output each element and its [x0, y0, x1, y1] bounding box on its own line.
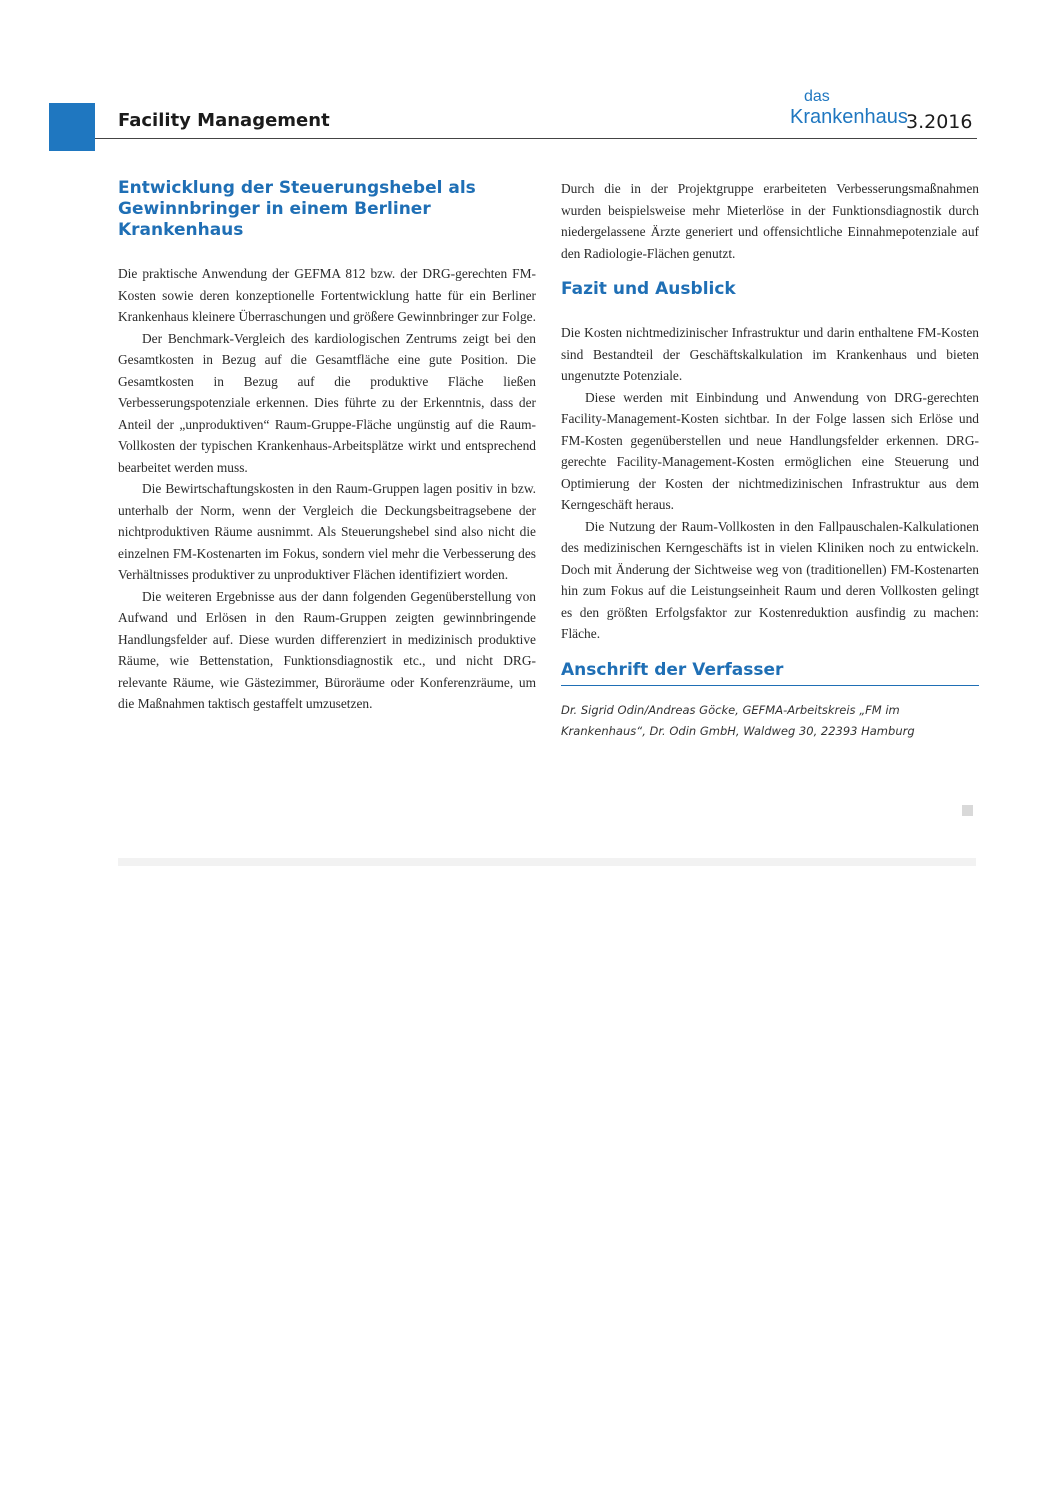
paragraph: Durch die in der Projektgruppe erarbeiteten Verbesserungsmaßnahmen wurden beispielsweise mehr Mieterlöse in der Funktionsdiagnostik durch niedergelassene Ärzte generiert und offensichtliche Einnahmepotenziale auf den Radiologie-Flächen genutzt.	[561, 181, 979, 261]
logo-das: das	[804, 88, 830, 105]
issue-number: 3.2016	[906, 111, 973, 133]
paragraph: Der Benchmark-Vergleich des kardiologischen Zentrums zeigt bei den Gesamtkosten in Bezug auf die Gesamtfläche eine gute Position. Die Gesamtkosten in Bezug auf die produktive Fläche ließen Verbesserungspotenziale erkennen. Dies führte zu der Erkenntnis, dass der Anteil der „unproduktiven“ Raum-Gruppe-Fläche ungünstig auf die Raum-Vollkosten der typischen Krankenhaus-Arbeitsplätze wirkt und entsprechend bearbeitet werden muss.	[118, 330, 536, 475]
journal-logo	[790, 88, 908, 136]
heading-steuerungshebel: Entwicklung der Steuerungshebel als Gewinnbringer in einem Berliner Krankenhaus	[118, 178, 476, 240]
section-title: Facility Management	[118, 110, 330, 131]
author-address: Dr. Sigrid Odin/Andreas Göcke, GEFMA-Arbeitskreis „FM im Krankenhaus“, Dr. Odin GmbH, Waldweg 30, 22393 Hamburg	[561, 702, 915, 738]
header-color-bar	[49, 103, 95, 151]
heading-address: Anschrift der Verfasser	[561, 660, 979, 686]
paragraph: Die Nutzung der Raum-Vollkosten in den Fallpauschalen-Kalkulationen des medizinischen Kerngeschäfts ist in vielen Kliniken noch zu entwickeln. Doch mit Änderung der Sichtweise weg von (traditionellen) FM-Kostenarten hin zum Fokus auf die Leistungseinheit Raum und deren Vollkosten gelingt es den größten Erfolgsfaktor zur Kostenreduktion ausfindig zu machen: Fläche.	[561, 518, 979, 641]
right-column	[561, 178, 979, 742]
logo-krankenhaus: Krankenhaus	[790, 106, 908, 128]
paragraph: Die Bewirtschaftungskosten in den Raum-Gruppen lagen positiv in bzw. unterhalb der Norm, wenn der Vergleich die Deckungsbeitragsebene der nichtproduktiven Räume ausnimmt. Als Steuerungshebel sind also nicht die einzelnen FM-Kostenarten im Fokus, sondern viel mehr die Verbesserung des Verhältnisses produktiver zu unproduktiver Flächen identifiziert worden.	[118, 481, 536, 582]
heading-fazit: Fazit und Ausblick	[561, 279, 736, 299]
end-of-article-mark	[962, 805, 973, 816]
paragraph: Die praktische Anwendung der GEFMA 812 bzw. der DRG-gerechten FM-Kosten sowie deren konzeptionelle Fortentwicklung hatte für ein Berliner Krankenhaus kleinere Überraschungen und größere Gewinnbringer zur Folge.	[118, 266, 536, 324]
scan-shadow	[118, 858, 976, 866]
paragraph: Die Kosten nichtmedizinischer Infrastruktur und darin enthaltene FM-Kosten sind Bestandteil der Geschäftskalkulation im Krankenhaus und bieten ungenutzte Potenziale.	[561, 325, 979, 383]
paragraph: Diese werden mit Einbindung und Anwendung von DRG-gerechten Facility-Management-Kosten sichtbar. In der Folge lassen sich Erlöse und FM-Kosten gegenüberstellen und neue Handlungsfelder erkennen. DRG-gerechte Facility-Management-Kosten ermöglichen eine Steuerung und Optimierung der Kosten der nichtmedizinischen Infrastruktur aus dem Kerngeschäft heraus.	[561, 389, 979, 512]
paragraph: Die weiteren Ergebnisse aus der dann folgenden Gegenüberstellung von Aufwand und Erlösen in den Raum-Gruppen zeigten gewinnbringende Handlungsfelder auf. Diese wurden differenziert in medizinisch produktive Räume, wie Bettenstation, Funktionsdiagnostik etc., und nicht DRG-relevante Räume, wie Gästezimmer, Büroräume oder Konferenzräume, um die Maßnahmen taktisch gestaffelt umzusetzen.	[118, 588, 536, 711]
header-rule	[95, 138, 977, 139]
left-column	[118, 178, 536, 715]
